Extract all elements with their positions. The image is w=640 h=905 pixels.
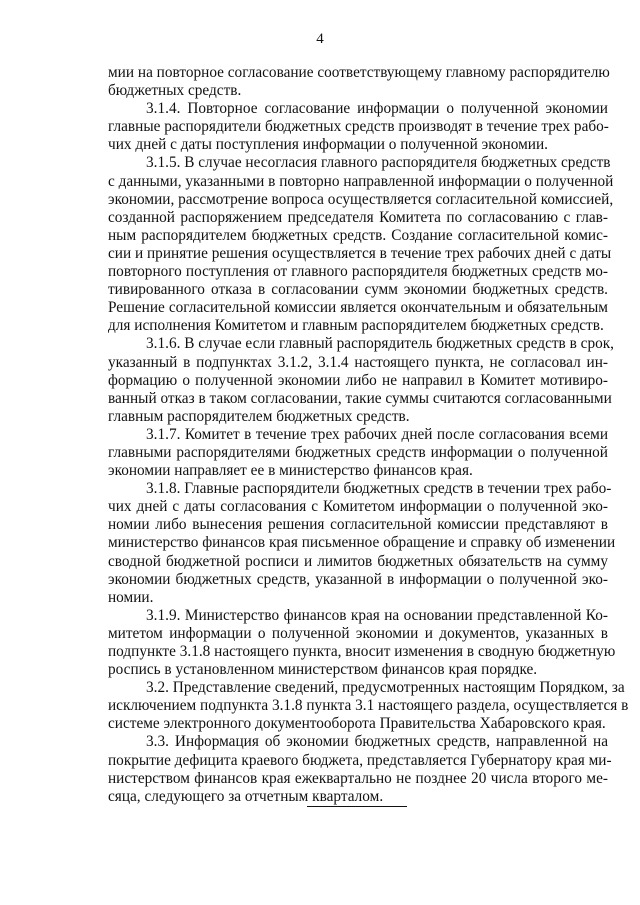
end-separator-line — [307, 806, 407, 807]
text-line: экономии, рассмотрение вопроса осуществляется согласительной комиссией, — [108, 190, 614, 208]
text-line: митетом информации о полученной экономии и документов, указанных в — [108, 624, 608, 642]
text-line: экономии бюджетных средств, указанной в информации о полученной эко- — [108, 570, 608, 588]
text-line: 3.1.4. Повторное согласование информации о полученной экономии — [146, 100, 608, 118]
text-line: подпункте 3.1.8 настоящего пункта, вносит изменения в сводную бюджетную — [108, 643, 616, 660]
text-line: чих дней с даты согласования с Комитетом информации о полученной эко- — [108, 498, 608, 516]
text-line: министерство финансов края письменное обращение и справку об изменении — [108, 534, 616, 552]
text-line: тивированного отказа в согласовании сумм экономии бюджетных средств. — [108, 281, 608, 299]
text-line: указанный в подпунктах 3.1.2, 3.1.4 настоящего пункта, не согласовал ин- — [108, 353, 608, 371]
text-line: повторного поступления от главного распорядителя бюджетных средств мо- — [108, 263, 608, 281]
text-line: системе электронного документооборота Правительства Хабаровского края. — [108, 715, 606, 733]
document-body — [108, 64, 629, 806]
text-line: созданной распоряжением председателя Комитета по согласованию с глав- — [108, 208, 608, 226]
text-line: 3.1.7. Комитет в течение трех рабочих дней после согласования всеми — [146, 425, 608, 443]
text-line: роспись в установленном министерством финансов края порядке. — [108, 661, 538, 679]
text-line: бюджетных средств. — [108, 82, 242, 100]
text-line: сводной бюджетной росписи и лимитов бюджетных обязательств на сумму — [108, 552, 608, 570]
text-line: главными распорядителями бюджетных средств информации о полученной — [108, 443, 608, 461]
text-line: нистерством финансов края ежеквартально не позднее 20 числа второго ме- — [108, 769, 608, 787]
text-line: сии и принятие решения осуществляется в течение трех рабочих дней с даты — [108, 244, 612, 262]
text-line: 3.1.5. В случае несогласия главного распорядителя бюджетных средств — [146, 154, 611, 172]
text-line: 3.1.6. В случае если главный распорядитель бюджетных средств в срок, — [146, 335, 614, 353]
text-line: 3.3. Информация об экономии бюджетных средств, направленной на — [146, 733, 608, 751]
text-line: для исполнения Комитетом и главным распорядителем бюджетных средств. — [108, 317, 604, 335]
text-line: сяца, следующего за отчетным кварталом. — [108, 787, 384, 805]
text-line: ным распорядителем бюджетных средств. Создание согласительной комис- — [108, 226, 608, 244]
text-line: с данными, указанными в повторно направленной информации о полученной — [108, 172, 614, 190]
page-number: 4 — [316, 31, 324, 47]
text-line: ванный отказ в таком согласовании, такие суммы считаются согласованными — [108, 389, 612, 407]
text-line: чих дней с даты поступления информации о полученной экономии. — [108, 136, 548, 154]
text-line: экономии направляет ее в министерство финансов края. — [108, 462, 473, 480]
text-line: покрытие дефицита краевого бюджета, представляется Губернатору края ми- — [108, 751, 612, 769]
text-line: номии. — [108, 588, 154, 606]
text-line: 3.2. Представление сведений, предусмотренных настоящим Порядком, за — [146, 679, 625, 697]
text-line: главные распорядители бюджетных средств производят в течение трех рабо- — [108, 118, 609, 136]
text-line: главным распорядителем бюджетных средств. — [108, 407, 410, 425]
text-line: номии либо вынесения решения согласительной комиссии представляют в — [108, 516, 608, 534]
text-line: 3.1.8. Главные распорядители бюджетных средств в течении трех рабо- — [146, 480, 612, 498]
text-line: мии на повторное согласование соответствующему главному распорядителю — [108, 64, 610, 81]
text-line: формацию о полученной экономии либо не направил в Комитет мотивиро- — [108, 371, 608, 389]
text-line: 3.1.9. Министерство финансов края на основании представленной Ко- — [146, 606, 608, 624]
text-line: Решение согласительной комиссии является окончательным и обязательным — [108, 299, 608, 317]
text-line: исключением подпункта 3.1.8 пункта 3.1 настоящего раздела, осуществляется в — [108, 697, 629, 715]
